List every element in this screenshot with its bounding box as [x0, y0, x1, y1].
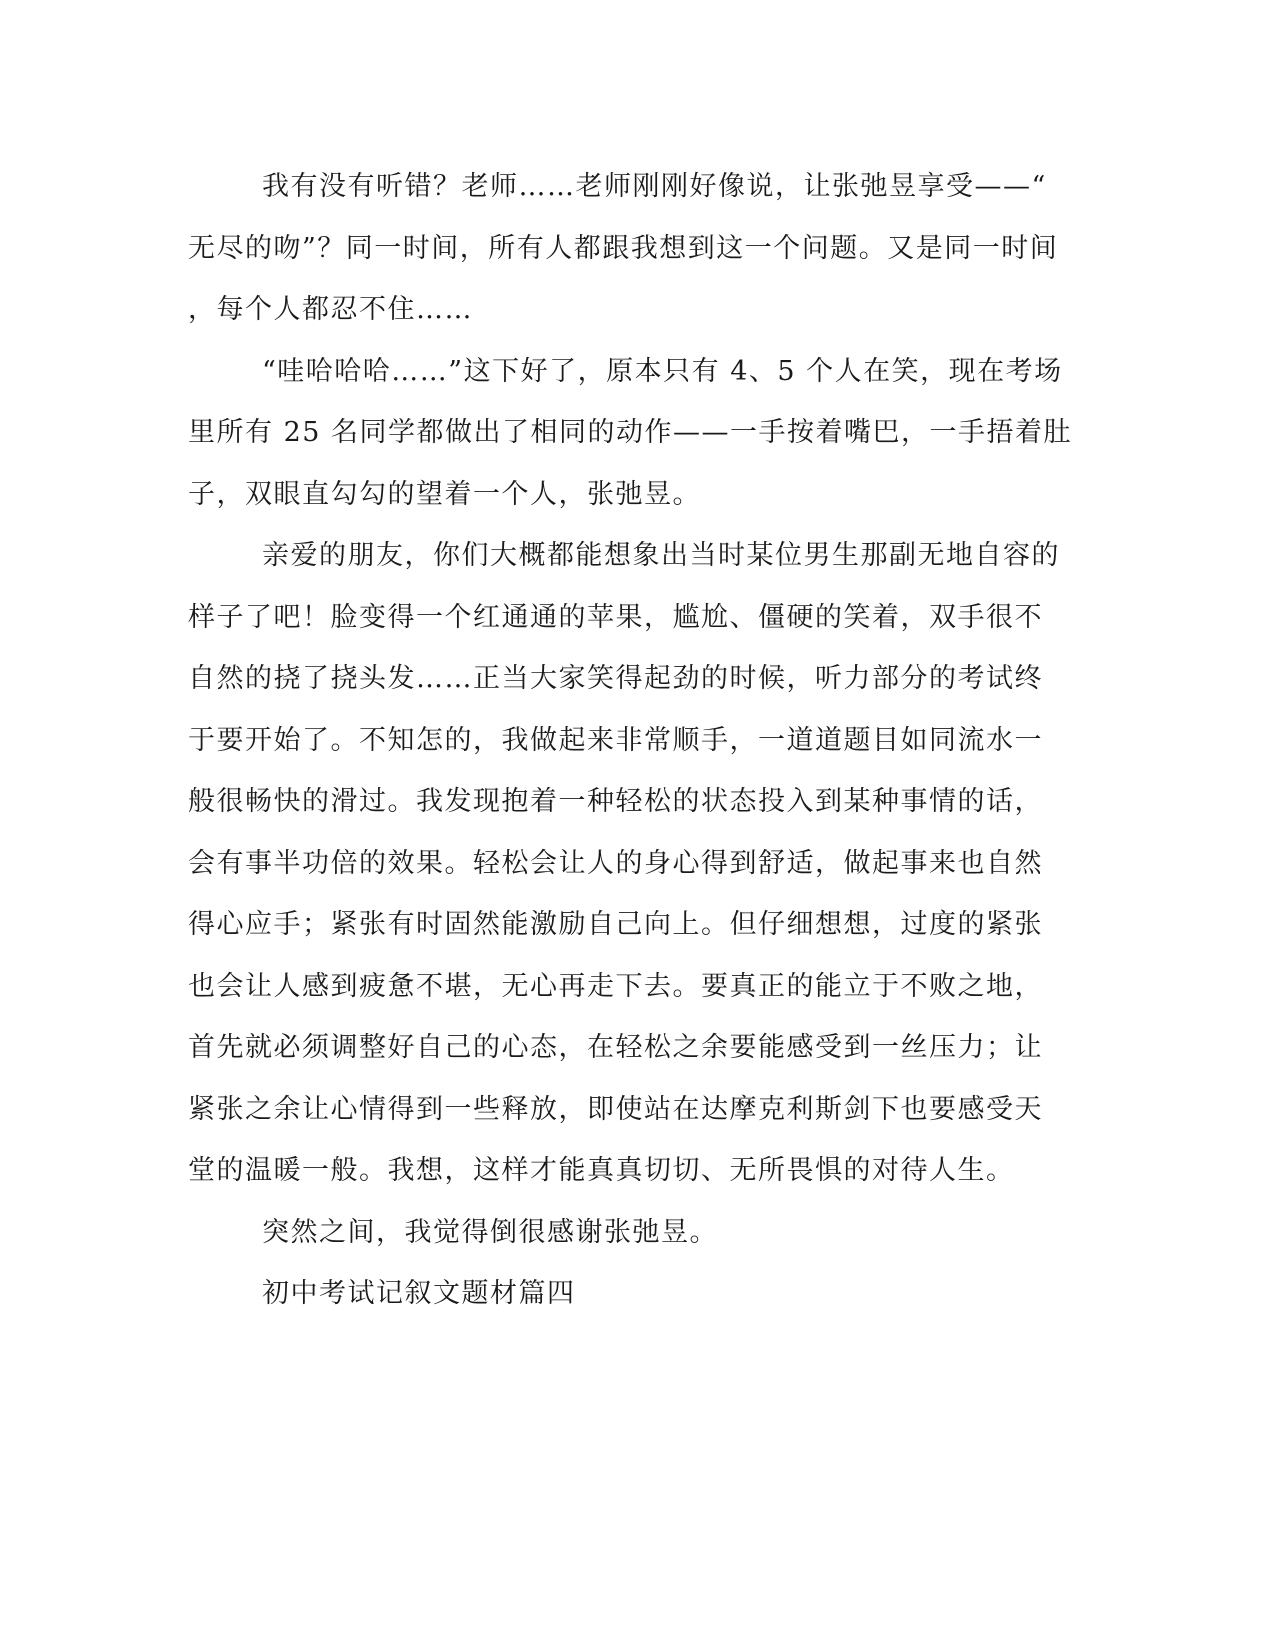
text-line: 突然之间，我觉得倒很感谢张弛昱。: [262, 1216, 718, 1248]
text-line: 样子了吧！脸变得一个红通通的苹果，尴尬、僵硬的笑着，双手很不: [188, 601, 1043, 633]
text-line: 堂的温暖一般。我想，这样才能真真切切、无所畏惧的对待人生。: [188, 1155, 1015, 1186]
paragraph-3: [188, 525, 1068, 1202]
text-line: 无尽的吻”？同一时间，所有人都跟我想到这一个问题。又是同一时间: [188, 232, 1059, 264]
section-heading: [188, 1263, 1068, 1325]
paragraph-2: [188, 341, 1073, 526]
text-line: 首先就必须调整好自己的心态，在轻松之余要能感受到一丝压力；让: [188, 1032, 1043, 1063]
heading-text: 初中考试记叙文题材篇四: [262, 1278, 576, 1309]
document-body: [188, 156, 1073, 1325]
text-line: 般很畅快的滑过。我发现抱着一种轻松的状态投入到某种事情的话，: [188, 786, 1043, 817]
text-line: 我有没有听错？老师……老师刚刚好像说，让张弛昱享受——“: [262, 171, 1047, 202]
text-line: 紧张之余让心情得到一些释放，即使站在达摩克利斯剑下也要感受天: [188, 1093, 1043, 1125]
text-line: ，每个人都忍不住……: [188, 294, 473, 325]
text-line: “哇哈哈哈……”这下好了，原本只有 4、5 个人在笑，现在考场: [262, 355, 1063, 387]
text-line: 里所有 25 名同学都做出了相同的动作——一手按着嘴巴，一手捂着肚: [188, 417, 1073, 448]
paragraph-1: [188, 156, 1068, 341]
text-line: 也会让人感到疲惫不堪，无心再走下去。要真正的能立于不败之地，: [188, 970, 1043, 1002]
text-line: 亲爱的朋友，你们大概都能想象出当时某位男生那副无地自容的: [262, 540, 1060, 571]
paragraph-4: [188, 1202, 1068, 1264]
text-line: 子，双眼直勾勾的望着一个人，张弛昱。: [188, 478, 701, 510]
text-line: 于要开始了。不知怎的，我做起来非常顺手，一道道题目如同流水一: [188, 724, 1043, 756]
text-line: 会有事半功倍的效果。轻松会让人的身心得到舒适，做起事来也自然: [188, 847, 1043, 879]
text-line: 得心应手；紧张有时固然能激励自己向上。但仔细想想，过度的紧张: [188, 909, 1043, 940]
text-line: 自然的挠了挠头发……正当大家笑得起劲的时候，听力部分的考试终: [188, 663, 1043, 694]
